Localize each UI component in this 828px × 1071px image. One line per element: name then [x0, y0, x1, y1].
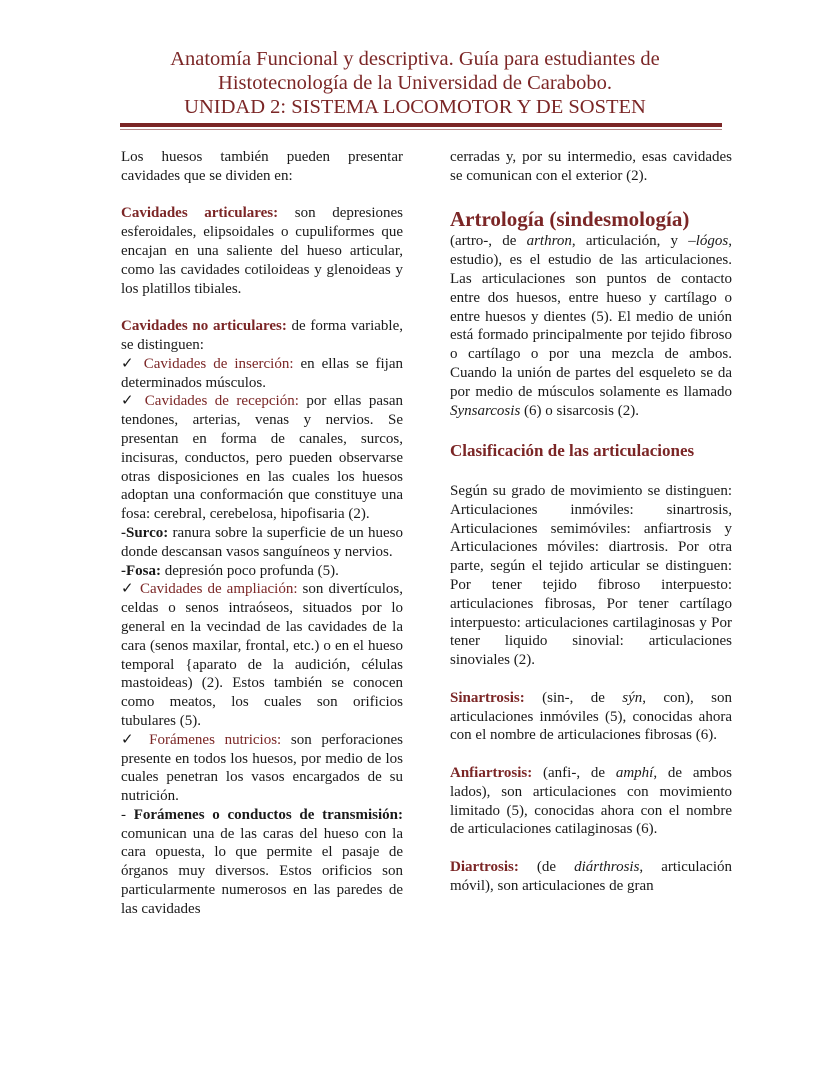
section-heading: [450, 206, 732, 232]
paragraph: [121, 204, 403, 298]
header-divider-thin: [120, 129, 722, 130]
document-header: [110, 47, 720, 119]
text-run: depresión poco profunda (5).: [161, 562, 339, 579]
paragraph: [121, 806, 403, 919]
text-run: por ellas pasan tendones, arterias, venas y nervios. Se presentan en forma de canales, surcos, incisuras, conductos, pero pueden observarse otras disposiciones en las cuales los huesos adoptan una conformación que constituye una fosa: cerebral, cerebelosa, hipofisaria (2).: [121, 393, 403, 523]
text-run: , articulación, y: [571, 233, 689, 250]
text-run: arthron: [526, 233, 572, 250]
paragraph: [121, 392, 403, 524]
text-run: , estudio), es el estudio de las articulaciones. Las articulaciones son puntos de contacto entre dos huesos, entre hueso y cartílago o entre huesos y dientes (5). El medio de unión está formado principalmente por tejido fibroso o cartílago o por una mezcla de ambos. Cuando la unión de partes del esqueleto se da por medio de músculos solamente es llamado: [450, 233, 733, 400]
section-heading: [450, 439, 732, 463]
checkmark-icon: ✓: [121, 581, 140, 598]
text-run: Según su grado de movimiento se distinguen: Articulaciones inmóviles: sinartrosis, Articulaciones semimóviles: anfiartrosis y Articulaciones móviles: diartrosis. Por otra parte, según el tejido articular se distinguen: Por tener tejido fibroso interpuesto: articulaciones fibrosas, Por tener cartílago interpuesto: articulaciones cartilaginosas y Por tener liquido sinovial: articulaciones sinoviales (2).: [450, 482, 732, 669]
term-label: Anfiartrosis:: [450, 764, 533, 781]
paragraph: [121, 355, 403, 393]
text-run: (artro-, de: [450, 233, 527, 250]
text-run: de forma variable, se distinguen:: [121, 318, 404, 353]
term-label: Cavidades no articulares:: [121, 318, 287, 335]
text-run: –lógos: [688, 233, 729, 250]
text-run: Synsarcosis: [450, 402, 521, 419]
text-run: son perforaciones presente en todos los huesos, por medio de los cuales penetran los vasos encargados de su nutrición.: [121, 731, 403, 805]
text-run: Cavidades de ampliación:: [139, 581, 298, 598]
text-run: amphí: [615, 764, 654, 781]
checkmark-icon: ✓: [121, 731, 150, 748]
checkmark-icon: ✓: [121, 393, 145, 410]
paragraph-spacer: [450, 670, 732, 689]
text-run: Artrología (sindesmología): [450, 207, 690, 232]
paragraph: [450, 148, 732, 186]
term-label: Cavidades articulares:: [121, 205, 279, 222]
text-run: Cavidades de inserción:: [143, 355, 294, 372]
paragraph: [450, 482, 732, 670]
text-run: (6) o sisarcosis (2).: [520, 402, 640, 419]
term-label: -Surco:: [121, 524, 169, 541]
paragraph: [121, 317, 403, 355]
paragraph-spacer: [450, 186, 732, 205]
paragraph: [121, 562, 403, 581]
text-run: comunican una de las caras del hueso con la cara opuesta, lo que permite el pasaje de órganos muy diversos. Estos orificios son particularmente numerosos en las paredes de las cavidades: [121, 825, 403, 917]
text-run: diárthrosis: [574, 858, 640, 875]
header-divider: [120, 123, 722, 127]
checkmark-icon: ✓: [121, 355, 144, 372]
header-title-line1: Anatomía Funcional y descriptiva. Guía para estudiantes de: [170, 48, 660, 70]
text-run: , de ambos lados), son articulaciones con movimiento limitado (5), conocidas ahora con el nombre de articulaciones catilaginosas (6).: [450, 764, 732, 838]
paragraph-spacer: [121, 186, 403, 205]
paragraph-spacer: [450, 745, 732, 764]
term-label: Diartrosis:: [450, 858, 519, 875]
paragraph-spacer: [450, 420, 732, 439]
text-run: cerradas y, por su intermedio, esas cavidades se comunican con el exterior (2).: [450, 149, 732, 184]
paragraph-spacer: [121, 298, 403, 317]
paragraph: [121, 731, 403, 806]
term-label: Sinartrosis:: [450, 689, 525, 706]
right-column: [450, 148, 732, 895]
paragraph: [450, 232, 732, 420]
paragraph-spacer: [450, 839, 732, 858]
header-unit-title: UNIDAD 2: SISTEMA LOCOMOTOR Y DE SOSTEN: [184, 96, 646, 118]
text-run: Cavidades de recepción:: [144, 393, 299, 410]
header-title-line2: Histotecnología de la Universidad de Carabobo.: [218, 72, 612, 94]
paragraph: [450, 689, 732, 745]
text-run: sýn: [622, 689, 643, 706]
left-column: [121, 148, 403, 919]
text-run: son divertículos, celdas o senos intraóseos, situados por lo general en la vecindad de las cavidades de la cara (senos maxilar, frontal, etc.) o en el hueso temporal {aparato de la audición, células mastoideas) (2). Estos también se conocen como meatos, los cuales son orificios tubulares (5).: [121, 581, 404, 729]
text-run: (de: [518, 858, 575, 875]
text-run: (sin-, de: [524, 689, 623, 706]
text-run: -: [121, 806, 134, 823]
text-run: Los huesos también pueden presentar cavidades que se dividen en:: [121, 149, 403, 184]
text-run: (anfi-, de: [532, 764, 616, 781]
paragraph-spacer: [450, 463, 732, 482]
paragraph: [121, 580, 403, 730]
text-run: son depresiones esferoidales, elipsoidales o cupuliformes que encajan en una saliente del hueso articular, como las cavidades cotiloideas y glenoideas y los platillos tibiales.: [121, 205, 404, 297]
term-label: -Fosa:: [121, 562, 161, 579]
text-run: en ellas se fijan determinados músculos.: [121, 355, 403, 391]
paragraph: [121, 524, 403, 562]
text-run: Forámenes nutricios:: [149, 731, 282, 748]
paragraph: [121, 148, 403, 186]
paragraph: [450, 764, 732, 839]
text-run: Clasificación de las articulaciones: [450, 441, 695, 461]
text-run: , articulación móvil), son articulaciones de gran: [450, 858, 733, 894]
term-label: Forámenes o conductos de transmisión:: [133, 806, 403, 823]
text-run: , con), son articulaciones inmóviles (5), conocidas ahora con el nombre de articulaciones fibrosas (6).: [450, 689, 732, 744]
paragraph: [450, 858, 732, 896]
text-run: ranura sobre la superficie de un hueso donde descansan vasos sanguíneos y nervios.: [121, 524, 403, 560]
